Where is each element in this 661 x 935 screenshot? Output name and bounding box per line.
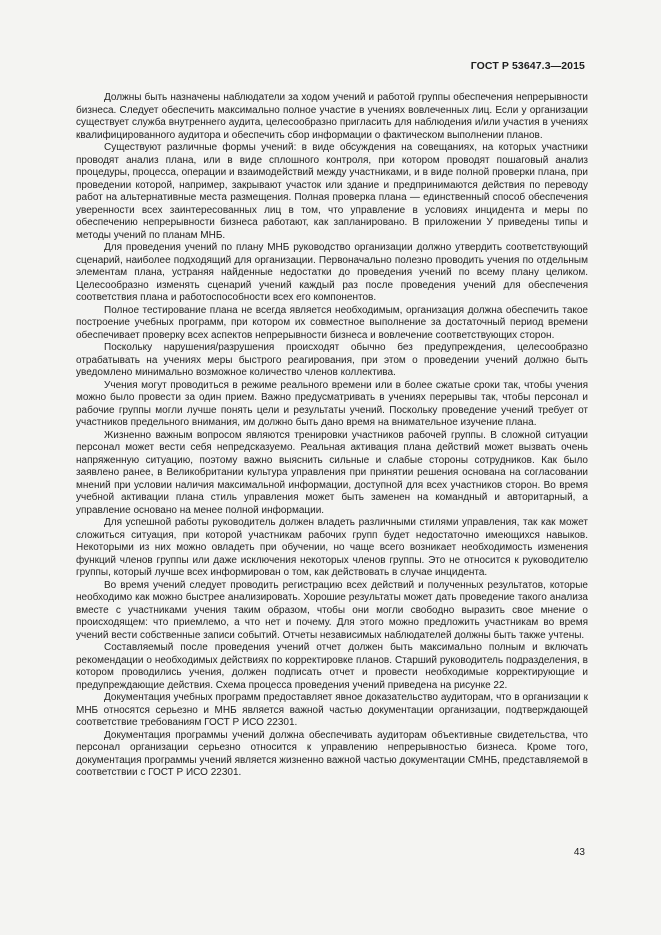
paragraph: Существуют различные формы учений: в виде обсуждения на совещаниях, на которых участники проводят анализ плана, или в виде сплошного контроля, при котором проводят пошаговый анализ процедуры, процесса, операции и взаимодействий между участниками, и в виде полной проверки плана, при проведении которой, например, закрывают участок или здание и предпринимаются действия по переводу работ на альтернативные места размещения. Полная проверка плана — единственный способ обеспечения уверенности всех заинтересованных лиц в том, что управление в условиях инцидента и меры по обеспечению непрерывности бизнеса работают, как запланировано. В приложении У приведены типы и методы учений по планам МНБ. (76, 142, 588, 241)
paragraph: Для проведения учений по плану МНБ руководство организации должно утвердить соответствующий сценарий, наиболее подходящий для организации. Первоначально полезно проводить учения по отдельным элементам плана, устраняя найденные недостатки до проведения учений по всему плану целиком. Целесообразно изменять сценарий учений каждый раз после проведения учений для обеспечения соответствия плана и работоспособности всех его компонентов. (76, 242, 588, 303)
body-text (76, 92, 588, 780)
paragraph: Жизненно важным вопросом являются тренировки участников рабочей группы. В сложной ситуации персонал может вести себя непредсказуемо. Реальная активация плана действий может вызвать очень напряженную ситуацию, поэтому важно выяснить сильные и слабые стороны сотрудников. Как было заявлено ранее, в Великобритании культура управления при принятии решения основана на согласовании мнений при условии наличия максимальной информации, доступной для всех участников сторон. Во время учебной активации плана стиль управления может быть заменен на командный и авторитарный, а управление основано на менее полной информации. (76, 429, 588, 516)
paragraph: Для успешной работы руководитель должен владеть различными стилями управления, так как может сложиться ситуация, при которой участникам рабочих групп будет недостаточно имеющихся навыков. Некоторыми из них можно овладеть при обучении, но чаще всего возникает необходимость изменения функций членов группы или даже исключения некоторых членов группы. Это не относится к руководителю группы, который лучше всех информирован о том, как действовать в случае инцидента. (76, 517, 588, 578)
paragraph: Во время учений следует проводить регистрацию всех действий и полученных результатов, которые необходимо как можно быстрее анализировать. Хорошие результаты может дать проведение такого анализа вместе с участниками учения таким образом, чтобы они могли свободно выразить свое мнение о происходящем: что приемлемо, а что нет и почему. Для этого можно предложить участникам во время учений вести собственные записи событий. Отчеты независимых наблюдателей должны быть также учтены. (76, 579, 588, 641)
paragraph: Документация учебных программ предоставляет явное доказательство аудиторам, что в организации к МНБ относятся серьезно и МНБ является важной частью документации организации, подтверждающей соответствие требованиям ГОСТ Р ИСО 22301. (76, 692, 588, 728)
paragraph: Поскольку нарушения/разрушения происходят обычно без предупреждения, целесообразно отрабатывать на учениях меры быстрого реагирования, при этом о проведении учений должно быть уведомлено минимально возможное количество членов коллектива. (76, 342, 588, 378)
standard-header: ГОСТ Р 53647.3—2015 (470, 60, 585, 72)
page-number: 43 (573, 847, 585, 858)
paragraph: Документация программы учений должна обеспечивать аудиторам объективные свидетельства, что персонал организации серьезно относится к управлению непрерывностью бизнеса. Кроме того, документация программы учений является жизненно важной частью документации СМНБ, представляемой в соответствии с ГОСТ Р ИСО 22301. (76, 729, 588, 778)
paragraph: Составляемый после проведения учений отчет должен быть максимально полным и включать рекомендации о необходимых действиях по корректировке планов. Старший руководитель подразделения, в котором проводились учения, должен подписать отчет и провести необходимые корректирующие и предупреждающие действия. Схема процесса проведения учений приведена на рисунке 22. (76, 642, 588, 691)
paragraph: Учения могут проводиться в режиме реального времени или в более сжатые сроки так, чтобы учения можно было провести за один прием. Важно предусматривать в учениях перерывы так, чтобы персонал и рабочие группы могли лучше понять цели и результаты учений. Поскольку проведение учений требует от участников предельного внимания, им должно быть дано время на внимательное изучение плана. (76, 379, 588, 428)
paragraph: Должны быть назначены наблюдатели за ходом учений и работой группы обеспечения непрерывности бизнеса. Следует обеспечить максимально полное участие в учениях вовлеченных лиц. Если у организации существует служба внутреннего аудита, целесообразно пригласить для наблюдения и/или участия в учениях квалифицированного аудитора и обеспечить сбор информации о фактическом выполнении планов. (76, 92, 588, 141)
paragraph: Полное тестирование плана не всегда является необходимым, организация должна обеспечить такое построение учебных программ, при котором их совместное выполнение за достаточный период времени обеспечивает проверку всех аспектов непрерывности бизнеса и вовлечение соответствующих сторон. (76, 304, 588, 341)
